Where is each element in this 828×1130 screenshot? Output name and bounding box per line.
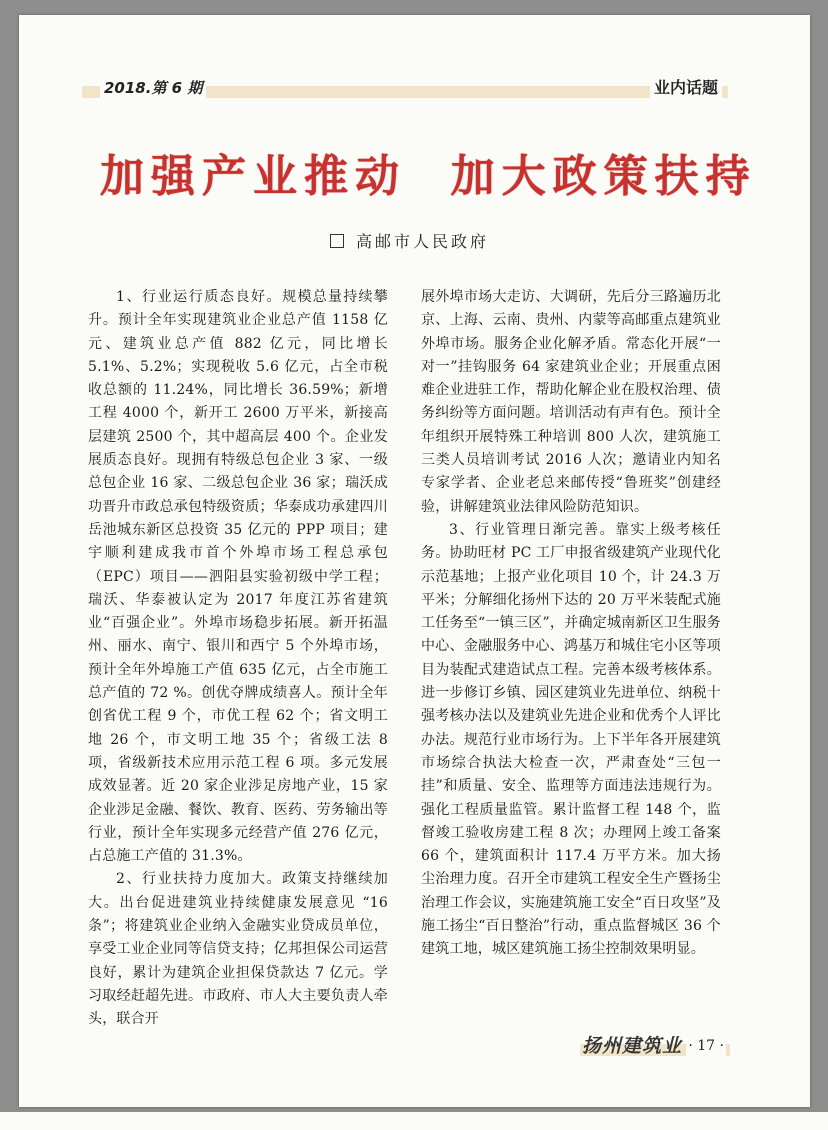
paragraph-lead: 1、行业运行质态良好。: [116, 289, 283, 305]
paragraph: [421, 519, 721, 962]
paragraph: [421, 286, 721, 519]
paragraph-text: 展外埠市场大走访、大调研，先后分三路遍历北京、上海、云南、贵州、内蒙等高邮重点建筑业外埠市场。服务企业化解矛盾。常态化开展“一对一”挂钩服务 64 家建筑业企业；开展重点困难企业进驻工作，帮助化解企业在股权治理、债务纠纷等方面问题。培训活动有声有色。预计全年组织开展特殊工种培训 800 人次，建筑施工三类人员培训考试 2016 人次；邀请业内知名专家学者、企业老总来邮传授“鲁班奖”创建经验，讲解建筑业法律风险防范知识。: [421, 289, 721, 515]
page-footer: [580, 1032, 730, 1060]
paragraph-text: 规模总量持续攀升。预计全年实现建筑业企业总产值 1158 亿元、建筑业总产值 882 亿元，同比增长 5.1%、5.2%；实现税收 5.6 亿元，占全市税收总额的 11.24%，同比增长 36.59%；新增工程 4000 个，新开工 2600 万平米，新接高层建筑 2500 个，其中超高层 400 个。企业发展质态良好。现拥有特级总包企业 3 家、一级总包企业 16 家、二级总包企业 36 家；瑞沃成功晋升市政总承包特级资质；华泰成功承建四川岳池城东新区总投资 35 亿元的 PPP 项目；建宇顺利建成我市首个外埠市场工程总承包（EPC）项目——泗阳县实验初级中学工程；瑞沃、华泰被认定为 2017 年度江苏省建筑业“百强企业”。外埠市场稳步拓展。新开拓温州、丽水、南宁、银川和西宁 5 个外埠市场，预计全年外埠施工产值 635 亿元，占全市施工总产值的 72 %。创优夺牌成绩喜人。预计全年创省优工程 9 个，市优工程 62 个；省文明工地 26 个，市文明工地 35 个；省级工法 8 项，省级新技术应用示范工程 6 项。多元发展成效显著。近 20 家企业涉足房地产业，15 家企业涉足金融、餐饮、教育、医药、劳务输出等行业，预计全年实现多元经营产值 276 亿元，占总施工产值的 31.3%。: [88, 289, 388, 865]
issue-number: 2018.第 6 期: [100, 76, 206, 100]
author-name: 高邮市人民政府: [356, 232, 490, 251]
paragraph-text: 靠实上级考核任务。协助旺材 PC 工厂申报省级建筑产业现代化示范基地；上报产业化项目 10 个，计 24.3 万平米；分解细化扬州下达的 20 万平米装配式施工任务至“一镇三区”，并确定城南新区卫生服务中心、金融服务中心、鸿基万和城住宅小区等项目为装配式建造试点工程。完善本级考核体系。进一步修订乡镇、园区建筑业先进单位、纳税十强考核办法以及建筑业先进企业和优秀个人评比办法。规范行业市场行为。上下半年各开展建筑市场综合执法大检查一次，严肃查处“三包一挂”和质量、安全、监理等方面违法违规行为。强化工程质量监管。累计监督工程 148 个，监督竣工验收房建工程 8 次；办理网上竣工备案 66 个，建筑面积计 117.4 万平方米。加大扬尘治理力度。召开全市建筑工程安全生产暨扬尘治理工作会议，实施建筑施工安全“百日攻坚”及施工扬尘“百日整治”行动，重点监督城区 36 个建筑工地，城区建筑施工扬尘控制效果明显。: [421, 521, 721, 958]
page-header: [82, 76, 728, 100]
paragraph-lead: 3、行业管理日渐完善。: [449, 521, 616, 538]
paragraph: [88, 868, 388, 1031]
magazine-logo: 扬州建筑业: [582, 1035, 683, 1057]
page-number: · 17 ·: [686, 1032, 726, 1060]
article-title: 加强产业推动 加大政策扶持: [100, 151, 757, 202]
paragraph-lead: 2、行业扶持力度加大。: [116, 871, 283, 888]
next-page-edge: [0, 1112, 828, 1130]
square-bullet-icon: [330, 234, 344, 248]
paragraph-text: 政策支持继续加大。出台促进建筑业持续健康发展意见 “16 条”；将建筑业企业纳入金融实业贷成员单位，享受工业企业同等信贷支持；亿邦担保公司运营良好，累计为建筑企业担保贷款达 7 亿元。学习取经赶超先进。市政府、市人大主要负责人牵头，联合开: [88, 871, 388, 1028]
paragraph: [88, 286, 388, 868]
left-column: [88, 286, 388, 1032]
right-column: [421, 286, 721, 962]
section-name: 业内话题: [650, 76, 722, 100]
author-line: [330, 230, 489, 254]
